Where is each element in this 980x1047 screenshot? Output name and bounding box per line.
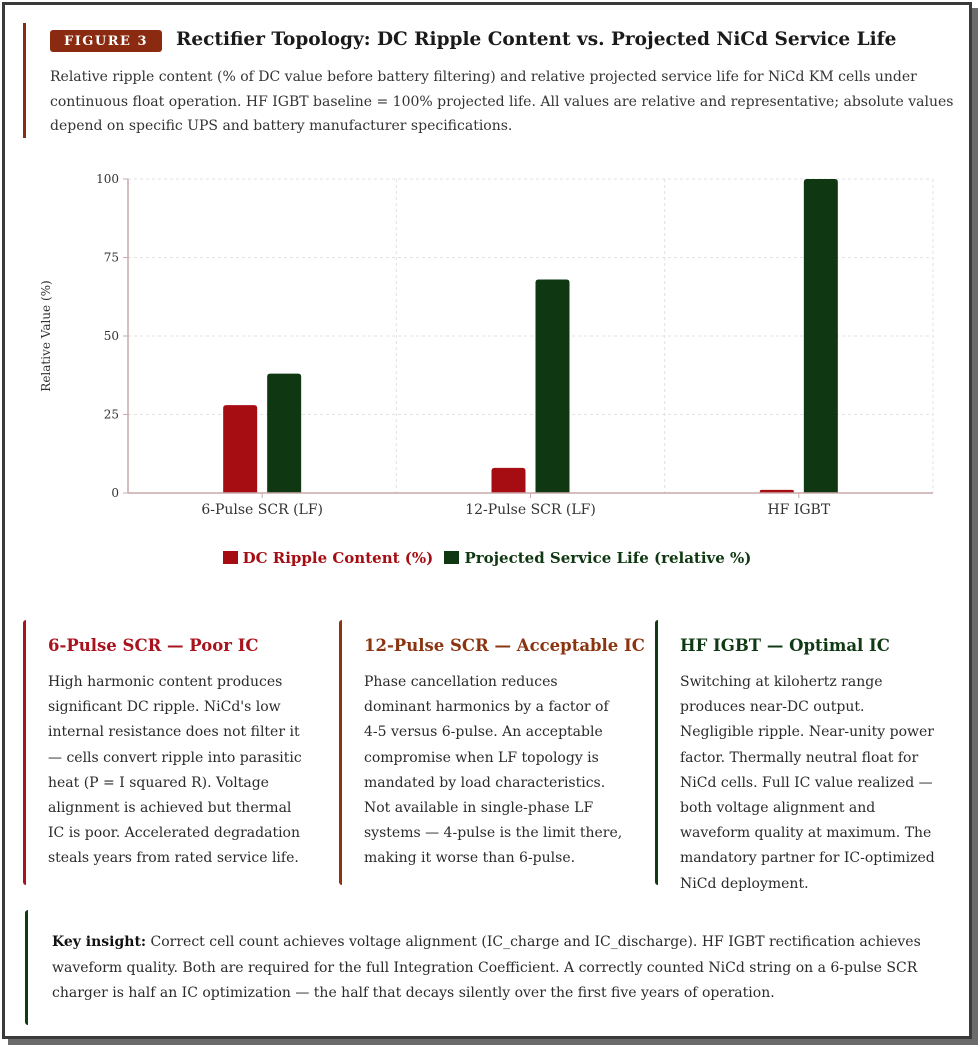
y-tick-label: 50 [103, 329, 119, 343]
y-axis-label: Relative Value (%) [39, 280, 53, 392]
bar-ripple-1 [492, 468, 526, 493]
x-tick-label: 12-Pulse SCR (LF) [465, 502, 596, 518]
card-6-pulse [23, 620, 316, 885]
card-title: 12-Pulse SCR — Acceptable IC [364, 636, 645, 655]
bar-ripple-0 [223, 405, 257, 493]
legend-swatch-life [444, 551, 459, 564]
legend-swatch-ripple [223, 551, 238, 564]
legend-label-life: Projected Service Life (relative %) [464, 549, 752, 567]
x-tick-label: HF IGBT [767, 502, 831, 518]
y-axis-ticks [96, 172, 128, 500]
figure-title: Rectifier Topology: DC Ripple Content vs. Projected NiCd Service Life [176, 29, 897, 50]
chart-legend [5, 549, 969, 567]
card-hf-igbt [655, 620, 948, 892]
card-body: High harmonic content produces significant DC ripple. NiCd's low internal resistance does not filter it — cells convert ripple into parasitic heat (P = I squared R). Voltage alignment is achieved but thermal IC is poor. Accelerated degradation steals years from rated service life. [48, 674, 302, 867]
card-body: Switching at kilohertz range produces near-DC output. Negligible ripple. Near-unity power factor. Thermally neutral float for NiCd cells. Full IC value realized — both voltage alignment and waveform quality at maximum. The mandatory partner for IC-optimized NiCd deployment. [680, 674, 935, 892]
bar-chart [5, 155, 969, 535]
y-tick-label: 25 [103, 407, 119, 422]
key-insight-body: Correct cell count achieves voltage alignment (IC_charge and IC_discharge). HF IGBT rectification achieves waveform quality. Both are required for the full Integration Coefficient. A correctly counted NiCd string on a 6-pulse SCR charger is half an IC optimization — the half that decays silently over the first five years of operation. [52, 934, 921, 1001]
figure-header [23, 23, 956, 138]
key-insight-box [25, 910, 958, 1025]
key-insight-text [52, 930, 947, 1007]
figure-subtitle: Relative ripple content (% of DC value before battery filtering) and relative projected service life for NiCd KM cells under continuous float operation. HF IGBT baseline = 100% projected life. All values are relative and representative; absolute values depend on specific UPS and battery manufacturer specifications. [50, 69, 954, 134]
bar-life-0 [267, 374, 301, 493]
figure-badge: FIGURE 3 [50, 30, 162, 52]
bar-life-2 [804, 179, 838, 493]
legend-item-ripple [223, 549, 434, 567]
key-insight-label: Key insight: [52, 934, 147, 950]
legend-item-life [444, 549, 751, 567]
legend-label-ripple: DC Ripple Content (%) [242, 549, 434, 567]
card-title: HF IGBT — Optimal IC [680, 636, 890, 655]
y-tick-label: 100 [96, 172, 119, 186]
x-tick-label: 6-Pulse SCR (LF) [201, 502, 324, 518]
bar-life-1 [536, 279, 570, 493]
y-tick-label: 75 [103, 250, 119, 265]
card-12-pulse [339, 620, 645, 885]
figure-frame [2, 2, 972, 1039]
x-axis-ticks [201, 493, 831, 518]
card-title: 6-Pulse SCR — Poor IC [48, 636, 259, 655]
card-body: Phase cancellation reduces dominant harmonics by a factor of 4-5 versus 6-pulse. An acceptable compromise when LF topology is mandated by load characteristics. Not available in single-phase LF systems — 4-pulse is the limit there, making it worse than 6-pulse. [364, 674, 623, 867]
y-tick-label: 0 [111, 486, 119, 500]
